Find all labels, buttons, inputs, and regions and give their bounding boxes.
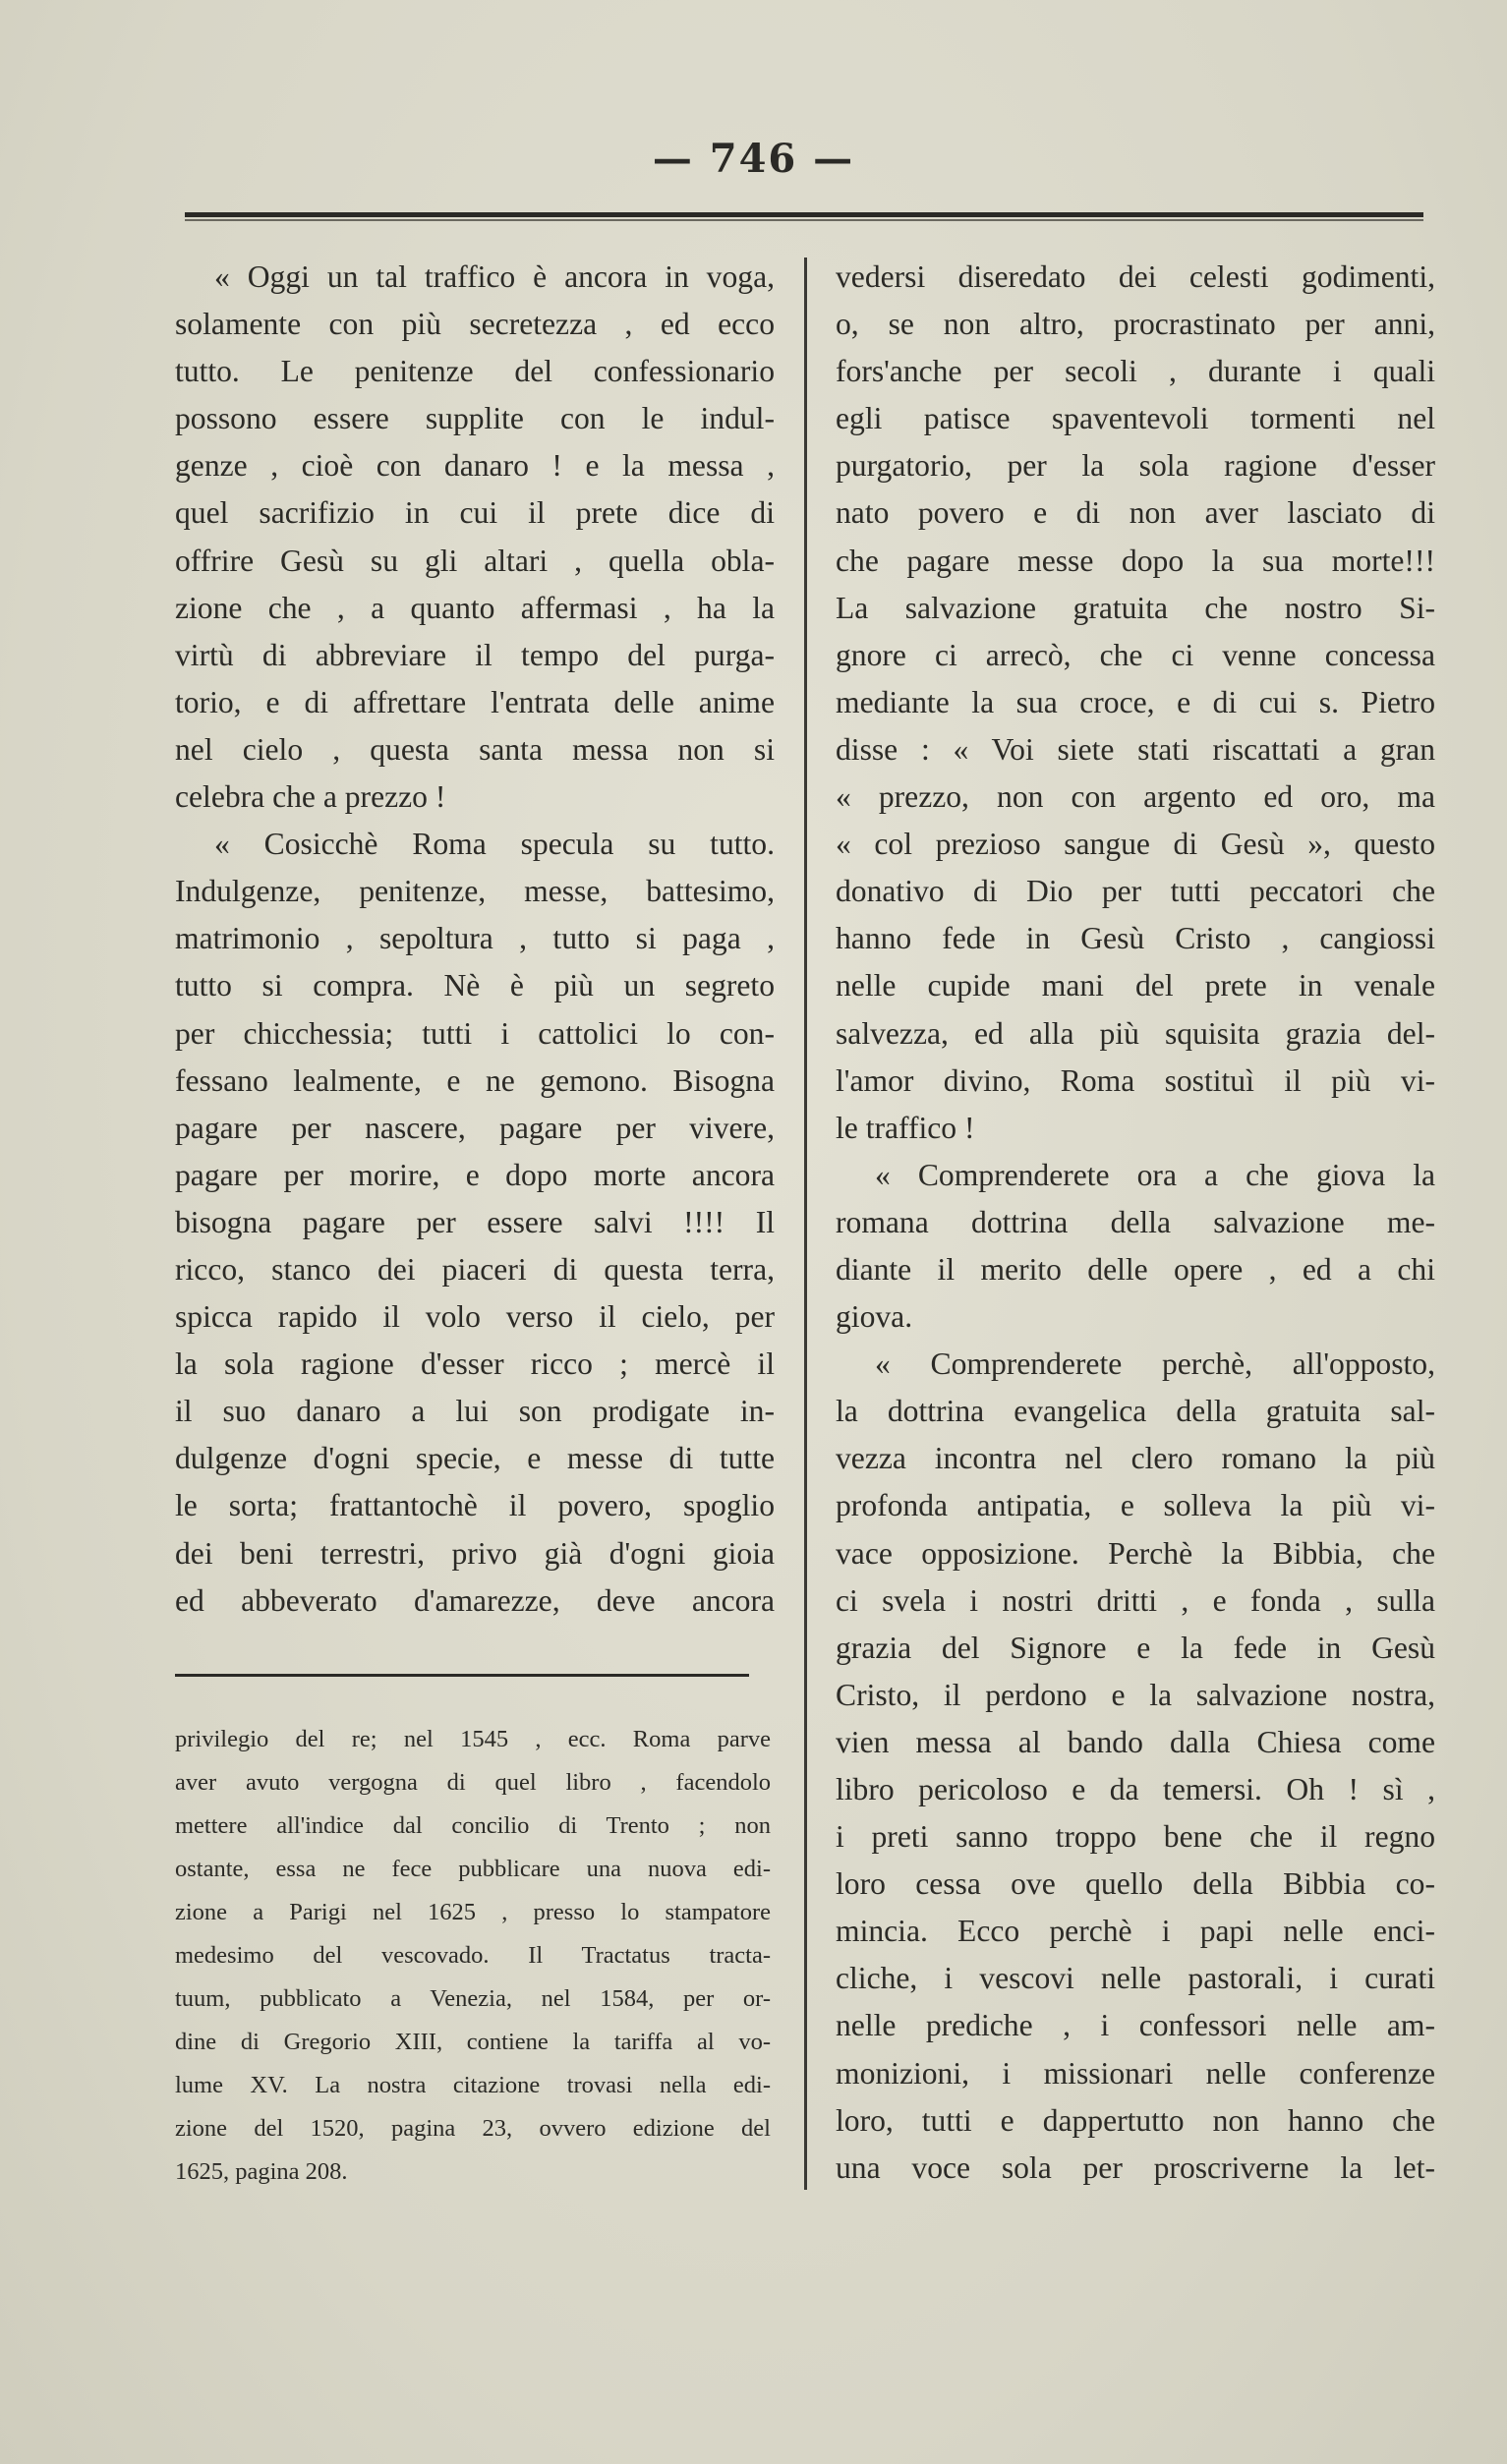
text-line: l'amor divino, Roma sostituì il più vi-	[836, 1062, 1435, 1098]
text-line: zione che , a quanto affermasi , ha la	[175, 590, 775, 625]
text-line: romana dottrina della salvazione me-	[836, 1204, 1435, 1239]
text-line: « Comprenderete perchè, all'opposto,	[875, 1347, 1435, 1382]
text-line: vace opposizione. Perchè la Bibbia, che	[836, 1535, 1435, 1571]
footnote-line: lume XV. La nostra citazione trovasi nella edi-	[175, 2072, 771, 2098]
column-divider	[804, 258, 807, 2190]
right-column	[836, 254, 1435, 2192]
text-line: il suo danaro a lui son prodigate in-	[175, 1394, 775, 1429]
text-line: genze , cioè con danaro ! e la messa ,	[175, 448, 775, 484]
text-line: mincia. Ecco perchè i papi nelle enci-	[836, 1914, 1435, 1949]
text-line: purgatorio, per la sola ragione d'esser	[836, 448, 1435, 484]
text-line: spicca rapido il volo verso il cielo, per	[175, 1299, 775, 1335]
text-line: ed abbeverato d'amarezze, deve ancora	[175, 1582, 775, 1618]
text-line: le sorta; frattantochè il povero, spoglio	[175, 1488, 775, 1523]
footnote-line: aver avuto vergogna di quel libro , facendolo	[175, 1769, 771, 1796]
text-line: solamente con più secretezza , ed ecco	[175, 307, 775, 342]
text-line: fessano lealmente, e ne gemono. Bisogna	[175, 1062, 775, 1098]
text-line: loro cessa ove quello della Bibbia co-	[836, 1866, 1435, 1902]
text-line: « Comprenderete ora a che giova la	[875, 1157, 1435, 1192]
footnote-rule	[175, 1674, 749, 1677]
text-line: tutto si compra. Nè è più un segreto	[175, 968, 775, 1003]
text-line: che pagare messe dopo la sua morte!!!	[836, 543, 1435, 578]
text-line: vedersi diseredato dei celesti godimenti,	[836, 259, 1435, 294]
text-line: grazia del Signore e la fede in Gesù	[836, 1630, 1435, 1665]
footnote-line: 1625, pagina 208.	[175, 2158, 348, 2185]
text-line: quel sacrifizio in cui il prete dice di	[175, 495, 775, 531]
text-line: torio, e di affrettare l'entrata delle anime	[175, 684, 775, 719]
text-line: fors'anche per secoli , durante i quali	[836, 354, 1435, 389]
text-line: Indulgenze, penitenze, messe, battesimo,	[175, 874, 775, 909]
text-line: « prezzo, non con argento ed oro, ma	[836, 779, 1435, 815]
text-line: pagare per morire, e dopo morte ancora	[175, 1157, 775, 1192]
text-line: diante il merito delle opere , ed a chi	[836, 1251, 1435, 1287]
text-line: dulgenze d'ogni specie, e messe di tutte	[175, 1441, 775, 1476]
text-line: salvezza, ed alla più squisita grazia del-	[836, 1015, 1435, 1051]
text-line: monizioni, i missionari nelle conferenze	[836, 2055, 1435, 2091]
text-line: virtù di abbreviare il tempo del purga-	[175, 637, 775, 672]
text-line: la dottrina evangelica della gratuita sal-	[836, 1394, 1435, 1429]
text-line: vezza incontra nel clero romano la più	[836, 1441, 1435, 1476]
footnote-line: zione a Parigi nel 1625 , presso lo stampatore	[175, 1899, 771, 1925]
footnote-line: medesimo del vescovado. Il Tractatus tracta-	[175, 1942, 771, 1969]
text-line: ricco, stanco dei piaceri di questa terra,	[175, 1251, 775, 1287]
text-line: ci svela i nostri dritti , e fonda , sulla	[836, 1582, 1435, 1618]
page-number: — 746 —	[652, 136, 855, 182]
text-line: una voce sola per proscriverne la let-	[836, 2149, 1435, 2185]
left-column	[175, 254, 775, 1625]
text-line: giova.	[836, 1299, 913, 1335]
text-line: tutto. Le penitenze del confessionario	[175, 354, 775, 389]
text-line: nelle prediche , i confessori nelle am-	[836, 2008, 1435, 2043]
text-line: matrimonio , sepoltura , tutto si paga ,	[175, 921, 775, 956]
footnote-line: dine di Gregorio XIII, contiene la tariffa al vo-	[175, 2029, 771, 2055]
footnote-line: mettere all'indice dal concilio di Trento ; non	[175, 1812, 771, 1839]
text-line: dei beni terrestri, privo già d'ogni gioia	[175, 1535, 775, 1571]
footnote-line: tuum, pubblicato a Venezia, nel 1584, per or-	[175, 1985, 771, 2012]
text-line: o, se non altro, procrastinato per anni,	[836, 307, 1435, 342]
text-line: libro pericoloso e da temersi. Oh ! sì ,	[836, 1772, 1435, 1806]
text-line: cliche, i vescovi nelle pastorali, i curati	[836, 1961, 1435, 1996]
text-line: la sola ragione d'esser ricco ; mercè il	[175, 1347, 775, 1382]
text-line: hanno fede in Gesù Cristo , cangiossi	[836, 921, 1435, 956]
header-rule	[185, 212, 1423, 217]
text-line: mediante la sua croce, e di cui s. Pietro	[836, 684, 1435, 719]
text-line: per chicchessia; tutti i cattolici lo con-	[175, 1015, 775, 1051]
text-line: loro, tutti e dappertutto non hanno che	[836, 2102, 1435, 2138]
text-line: pagare per nascere, pagare per vivere,	[175, 1110, 775, 1145]
text-line: La salvazione gratuita che nostro Si-	[836, 590, 1435, 625]
text-line: Cristo, il perdono e la salvazione nostra,	[836, 1677, 1435, 1712]
text-line: disse : « Voi siete stati riscattati a gran	[836, 731, 1435, 767]
text-line: le traffico !	[836, 1110, 975, 1145]
text-line: « col prezioso sangue di Gesù », questo	[836, 827, 1435, 862]
text-line: nel cielo , questa santa messa non si	[175, 731, 775, 767]
text-line: donativo di Dio per tutti peccatori che	[836, 874, 1435, 909]
text-line: celebra che a prezzo !	[175, 779, 446, 815]
text-line: nelle cupide mani del prete in venale	[836, 968, 1435, 1003]
footnote-line: privilegio del re; nel 1545 , ecc. Roma parve	[175, 1726, 771, 1752]
text-line: egli patisce spaventevoli tormenti nel	[836, 401, 1435, 436]
footnote-line: ostante, essa ne fece pubblicare una nuova edi-	[175, 1856, 771, 1882]
text-line: gnore ci arrecò, che ci venne concessa	[836, 637, 1435, 672]
text-line: « Cosicchè Roma specula su tutto.	[214, 827, 775, 862]
footnote-line: zione del 1520, pagina 23, ovvero edizione del	[175, 2115, 771, 2142]
text-line: « Oggi un tal traffico è ancora in voga,	[214, 259, 775, 294]
text-line: vien messa al bando dalla Chiesa come	[836, 1724, 1435, 1759]
text-line: i preti sanno troppo bene che il regno	[836, 1819, 1435, 1855]
text-line: offrire Gesù su gli altari , quella obla-	[175, 543, 775, 578]
text-line: bisogna pagare per essere salvi !!!! Il	[175, 1204, 775, 1239]
text-line: profonda antipatia, e solleva la più vi-	[836, 1488, 1435, 1523]
text-line: possono essere supplite con le indul-	[175, 401, 775, 436]
text-line: nato povero e di non aver lasciato di	[836, 495, 1435, 531]
footnote	[175, 1718, 771, 2194]
